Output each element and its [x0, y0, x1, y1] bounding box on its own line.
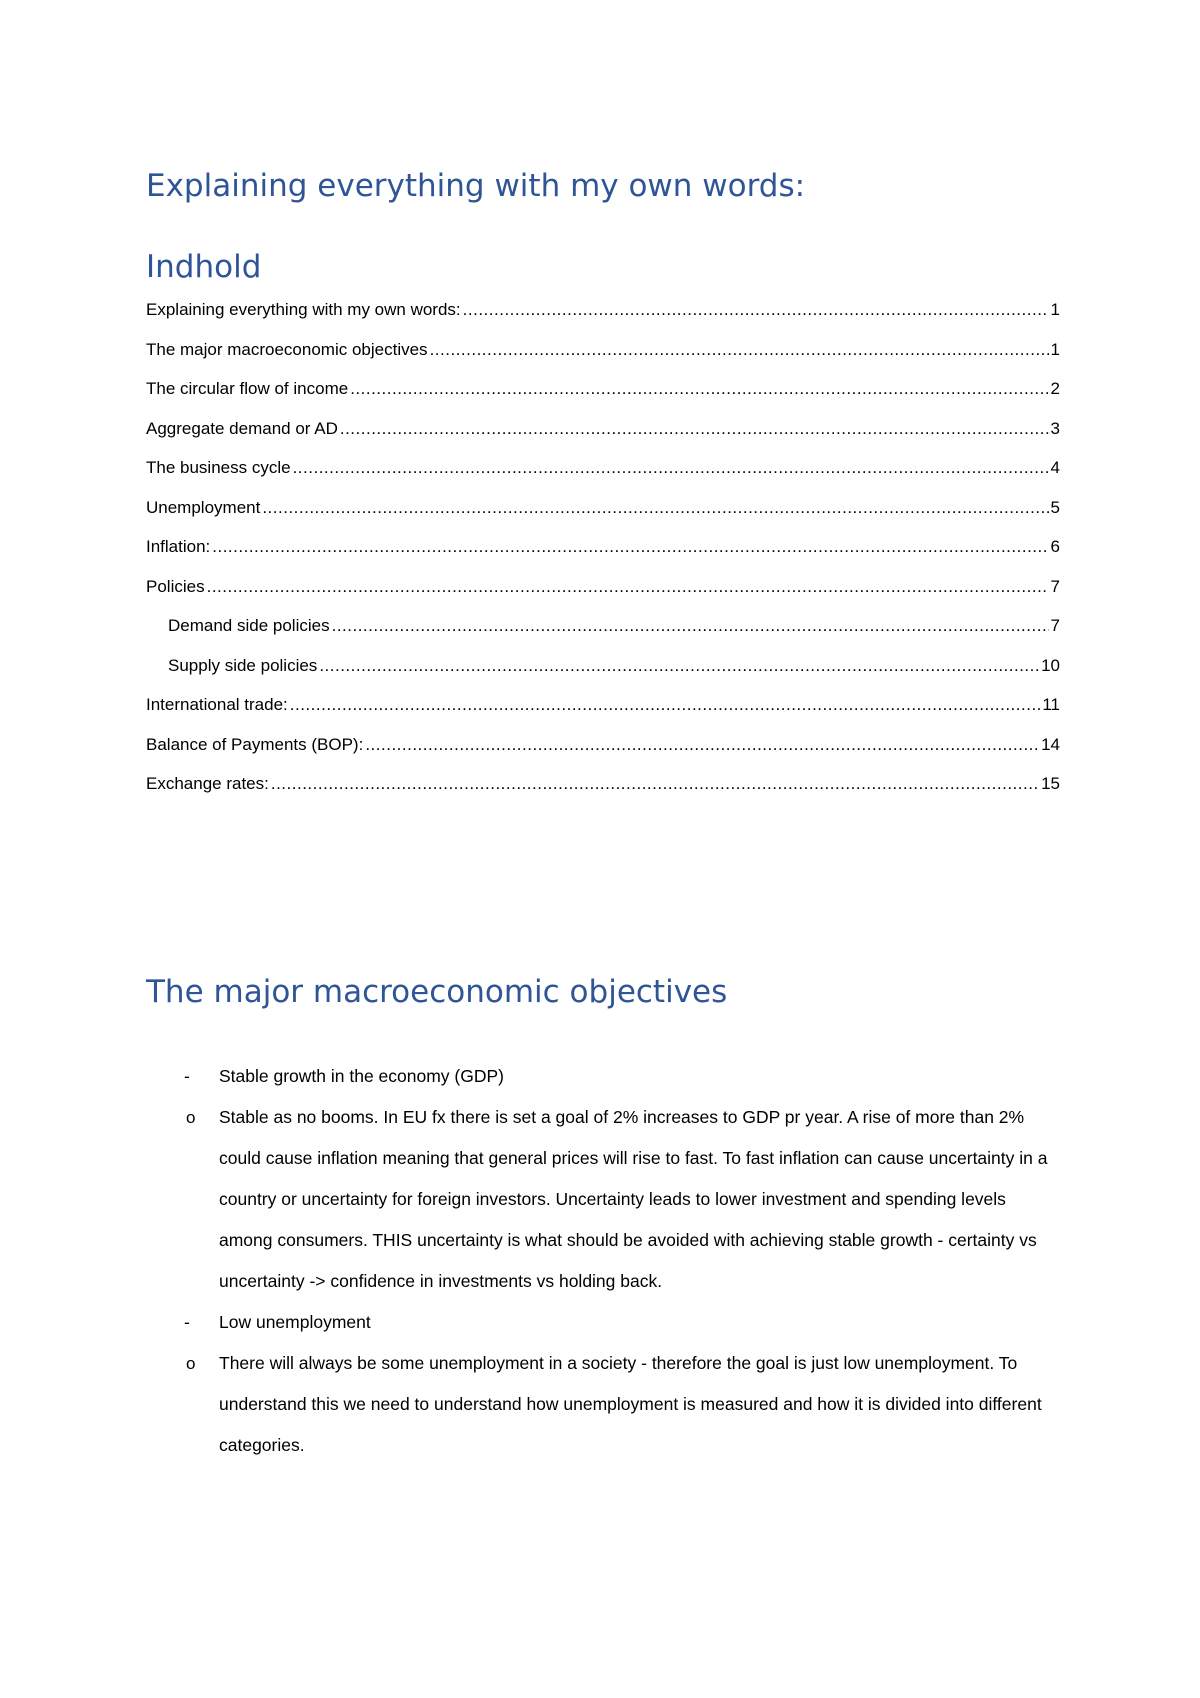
- toc-entry-page: 5: [1050, 497, 1060, 517]
- toc-entry-international-trade[interactable]: [146, 685, 1060, 725]
- toc-entry-aggregate-demand[interactable]: [146, 409, 1060, 449]
- toc-leader-dots: [293, 448, 1049, 488]
- toc-leader-dots: [430, 330, 1049, 370]
- toc-leader-dots: [350, 369, 1048, 409]
- sub-list: [186, 1097, 1060, 1302]
- toc-leader-dots: [463, 290, 1049, 330]
- toc-entry-supply-side-policies[interactable]: [146, 646, 1060, 686]
- toc-entry-page: 10: [1041, 655, 1060, 675]
- circle-bullet-marker: o: [186, 1108, 196, 1127]
- sub-list-item: [186, 1097, 1060, 1302]
- toc-entry-page: 4: [1050, 458, 1060, 477]
- dash-bullet-marker: -: [184, 1312, 190, 1332]
- table-of-contents: [146, 290, 1060, 804]
- document-page: [146, 0, 1060, 1698]
- document-title: Explaining everything with my own words:: [146, 168, 806, 204]
- toc-entry-label: Explaining everything with my own words:: [146, 300, 461, 319]
- toc-leader-dots: [365, 725, 1039, 765]
- toc-entry-label: Unemployment: [146, 497, 261, 517]
- toc-entry-explaining[interactable]: [146, 290, 1060, 330]
- toc-entry-page: 2: [1050, 379, 1060, 398]
- toc-entry-macroeconomic-objectives[interactable]: [146, 330, 1060, 370]
- sub-bullet-text: Stable as no booms. In EU fx there is set a goal of 2% increases to GDP pr year. A rise of more than 2% could cause inflation meaning that general prices will rise to fast. To fast inflation can cause uncertainty in a country or uncertainty for foreign investors. Uncertainty leads to lower investment and spending levels among consumers. THIS uncertainty is what should be avoided with achieving stable growth - certainty vs uncertainty -> confidence in investments vs holding back.: [219, 1107, 1048, 1291]
- toc-entry-page: 3: [1050, 418, 1060, 438]
- toc-entry-demand-side-policies[interactable]: [146, 606, 1060, 646]
- list-item: [146, 1302, 1060, 1466]
- toc-entry-label: Balance of Payments (BOP):: [146, 734, 364, 754]
- dash-bullet-marker: -: [184, 1066, 190, 1086]
- sub-list: [186, 1343, 1060, 1466]
- list-item: [146, 1056, 1060, 1302]
- toc-entry-policies[interactable]: [146, 567, 1060, 607]
- toc-entry-page: 1: [1050, 339, 1060, 359]
- toc-entry-label: International trade:: [146, 695, 288, 714]
- toc-entry-label: The major macroeconomic objectives: [146, 339, 428, 359]
- circle-bullet-marker: o: [186, 1354, 196, 1373]
- section-heading: The major macroeconomic objectives: [146, 974, 728, 1010]
- toc-leader-dots: [212, 527, 1048, 567]
- toc-entry-page: 15: [1041, 774, 1060, 793]
- toc-entry-label: Aggregate demand or AD: [146, 418, 338, 438]
- toc-entry-label: Supply side policies: [168, 655, 318, 675]
- toc-leader-dots: [207, 567, 1049, 607]
- toc-heading: Indhold: [146, 249, 262, 285]
- toc-leader-dots: [340, 409, 1049, 449]
- toc-entry-page: 6: [1050, 537, 1060, 556]
- toc-entry-page: 7: [1050, 616, 1060, 635]
- bullet-text: Stable growth in the economy (GDP): [219, 1066, 504, 1086]
- toc-entry-unemployment[interactable]: [146, 488, 1060, 528]
- toc-entry-balance-of-payments[interactable]: [146, 725, 1060, 765]
- toc-entry-page: 7: [1050, 576, 1060, 596]
- toc-entry-label: The circular flow of income: [146, 379, 349, 398]
- toc-entry-label: Demand side policies: [168, 616, 330, 635]
- sub-list-item: [186, 1343, 1060, 1466]
- toc-entry-page: 1: [1050, 300, 1060, 319]
- bullet-text: Low unemployment: [219, 1312, 371, 1332]
- toc-leader-dots: [332, 606, 1049, 646]
- toc-leader-dots: [290, 685, 1041, 725]
- toc-entry-business-cycle[interactable]: [146, 448, 1060, 488]
- toc-leader-dots: [262, 488, 1048, 528]
- toc-entry-page: 14: [1041, 734, 1060, 754]
- toc-leader-dots: [319, 646, 1039, 686]
- sub-bullet-text: There will always be some unemployment in a society - therefore the goal is just low unemployment. To understand this we need to understand how unemployment is measured and how it is divided into different categories.: [219, 1353, 1042, 1455]
- toc-entry-page: 11: [1042, 695, 1060, 714]
- objectives-list: [146, 1056, 1060, 1466]
- toc-entry-circular-flow[interactable]: [146, 369, 1060, 409]
- toc-entry-label: Policies: [146, 576, 205, 596]
- toc-entry-label: The business cycle: [146, 458, 291, 477]
- toc-entry-label: Exchange rates:: [146, 774, 269, 793]
- toc-entry-exchange-rates[interactable]: [146, 764, 1060, 804]
- toc-entry-inflation[interactable]: [146, 527, 1060, 567]
- toc-leader-dots: [271, 764, 1039, 804]
- toc-entry-label: Inflation:: [146, 537, 211, 556]
